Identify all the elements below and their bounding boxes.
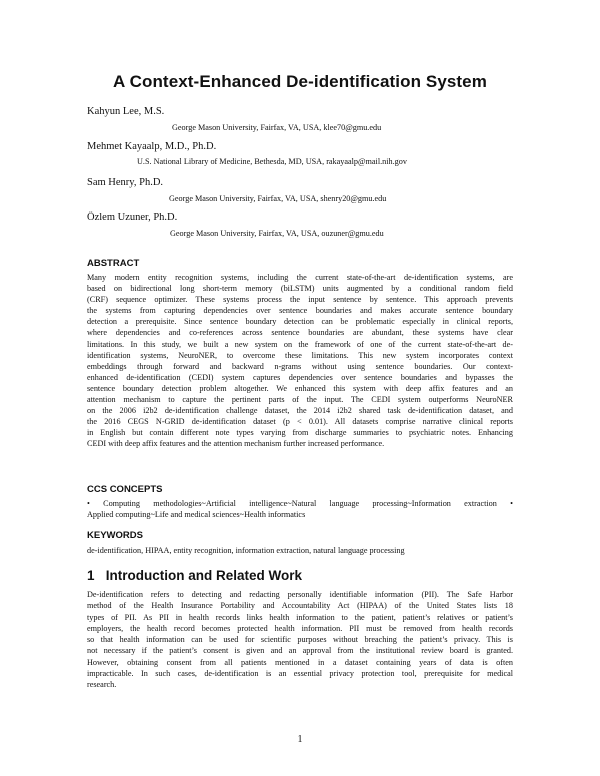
abstract-line: in English but contain different note types varying from discharge summaries to psychiatric notes. Enhancing <box>87 428 513 438</box>
abstract-body <box>87 272 513 450</box>
section-line: method of the Health Insurance Portability and Accountability Act (HIPAA) of the United States lists 18 <box>87 601 513 611</box>
section-line: employers, the health record becomes protected health information. PII must be removed from health records <box>87 623 513 633</box>
section-heading <box>87 568 302 583</box>
section-line: impracticable. In such cases, de-identification is an essential privacy protection tool, prerequisite for medical <box>87 669 513 679</box>
abstract-line: attention mechanism to capture the pertinent parts of the input. The CEDI system outperforms NeuroNER <box>87 395 513 405</box>
abstract-line: based on bidirectional long short-term memory (biLSTM) units augmented by a conditional random field <box>87 284 513 294</box>
keywords-heading: KEYWORDS <box>87 530 143 541</box>
author-name: Özlem Uzuner, Ph.D. <box>87 212 178 223</box>
keywords-text: de-identification, HIPAA, entity recognition, information extraction, natural language processing <box>87 546 405 555</box>
ccs-body <box>87 498 513 520</box>
abstract-line: Many modern entity recognition systems, including the current state-of-the-art de-identification systems, are <box>87 273 513 282</box>
ccs-line: Applied computing~Life and medical sciences~Health informatics <box>87 510 306 520</box>
ccs-line: • Computing methodologies~Artificial intelligence~Natural language processing~Information extraction • <box>87 499 513 508</box>
abstract-line: identification systems, NeuroNER, to overcome these limitations. This new system incorporates context <box>87 350 513 360</box>
page-number: 1 <box>297 734 303 745</box>
author-affiliation: George Mason University, Fairfax, VA, USA, ouzuner@gmu.edu <box>170 229 384 238</box>
section-line: research. <box>87 680 117 690</box>
section-title: Introduction and Related Work <box>105 568 303 583</box>
abstract-line: where dependencies and co-references across sentence boundaries are abundant, these systems have clear <box>87 328 513 338</box>
paper-title: A Context-Enhanced De-identification System <box>113 72 487 91</box>
section-body <box>87 589 513 691</box>
abstract-line: enhanced de-identification (CEDI) system captures dependencies over sentence boundaries and bypasses the <box>87 372 513 382</box>
ccs-heading: CCS CONCEPTS <box>87 484 163 495</box>
abstract-line: embeddings through forward and backward n-grams without using sentence boundaries. Our context- <box>87 361 513 371</box>
abstract-line: (CRF) sequence optimizer. These systems process the input sentence by sentence. This approach prevents <box>87 295 513 305</box>
author-name: Kahyun Lee, M.S. <box>87 106 165 117</box>
abstract-line: the 2016 CEGS N-GRID de-identification dataset (p < 0.01). All datasets comprise narrative clinical reports <box>87 417 513 427</box>
section-number: 1 <box>87 568 95 583</box>
section-line: not necessary if the patient’s consent is given and an approval from the institutional review board is granted. <box>87 646 513 656</box>
abstract-line: limitations. In this study, we built a new system on the framework of one of the current state-of-the-art de- <box>87 339 513 349</box>
keywords-body <box>87 545 513 556</box>
author-name: Sam Henry, Ph.D. <box>87 177 164 188</box>
section-line: De-identification refers to detecting and redacting personally identifiable information (PII). The Safe Harbor <box>87 590 513 599</box>
author-name: Mehmet Kayaalp, M.D., Ph.D. <box>87 141 217 152</box>
abstract-heading: ABSTRACT <box>87 258 140 269</box>
section-line: types of PII. As PII in health records links health information to the patient, patient’s relatives or patient’s <box>87 612 513 622</box>
author-affiliation: George Mason University, Fairfax, VA, USA, shenry20@gmu.edu <box>169 194 387 203</box>
abstract-line: detection a prerequisite. Since sentence boundary detection can be problematic especially in clinical reports, <box>87 317 513 327</box>
section-line: However, obtaining consent from all patients mentioned in a dataset containing years of data is often <box>87 657 513 667</box>
section-line: so that health information can be used for scientific purposes without breaching the patient’s privacy. This is <box>87 635 513 645</box>
abstract-line: CEDI with deep affix features and the attention mechanism further increased performance. <box>87 439 385 449</box>
author-affiliation: U.S. National Library of Medicine, Bethesda, MD, USA, rakayaalp@mail.nih.gov <box>137 157 407 166</box>
abstract-line: sentence boundary detection problem altogether. We enhanced this system with deep affix features and an <box>87 383 513 393</box>
abstract-line: on the 2006 i2b2 de-identification challenge dataset, the 2014 i2b2 shared task de-identification dataset, and <box>87 406 513 416</box>
author-affiliation: George Mason University, Fairfax, VA, USA, klee70@gmu.edu <box>172 123 382 132</box>
abstract-line: the systems from capturing dependencies over sentence boundaries and makes accurate sentence boundary <box>87 306 513 316</box>
